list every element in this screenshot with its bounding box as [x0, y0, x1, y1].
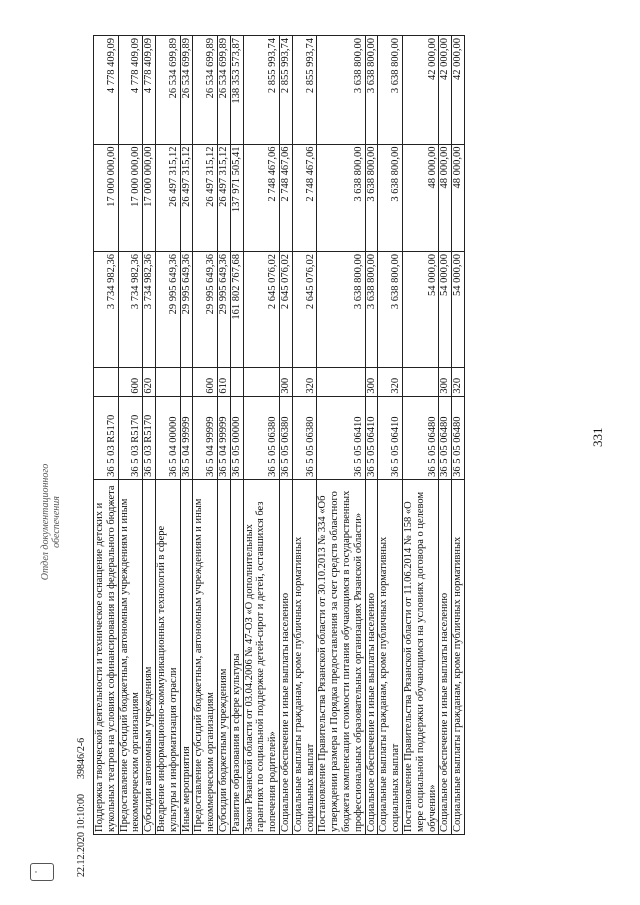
budget-table — [93, 35, 465, 835]
row-vr-cell — [230, 368, 243, 396]
row-name-cell: Социальное обеспечение и иные выплаты населению — [365, 479, 378, 834]
row-value-2023-cell: 26 534 699,89 — [180, 36, 193, 145]
table-row — [439, 36, 452, 835]
page-number: 331 — [590, 427, 605, 447]
row-name-cell: Субсидии автономным учреждениям — [143, 479, 156, 834]
table-row — [402, 36, 438, 835]
row-vr-cell — [317, 368, 365, 396]
row-name-cell: Социальные выплаты гражданам, кроме публичных нормативных социальных выплат — [292, 479, 317, 834]
row-value-2021-cell: 29 995 649,36 — [180, 251, 193, 367]
row-name-cell: Поддержка творческой деятельности и техническое оснащение детских и кукольных театров на условиях софинансирования из федерального бюджета — [94, 479, 119, 834]
table-row — [193, 36, 218, 835]
row-name-cell: Внедрение информационно-коммуникационных технологий в сфере культуры и информатизация отрасли — [155, 479, 180, 834]
row-name-cell: Предоставление субсидий бюджетным, автономным учреждениям и иным некоммерческим организациям — [118, 479, 143, 834]
row-value-2021-cell: 2 645 076,02 — [292, 251, 317, 367]
row-value-2022-cell: 48 000,00 — [452, 144, 465, 251]
row-value-2023-cell: 3 638 800,00 — [378, 36, 403, 145]
row-name-cell: Социальные выплаты гражданам, кроме публичных нормативных социальных выплат — [378, 479, 403, 834]
table-row — [217, 36, 230, 835]
row-value-2021-cell: 3 638 800,00 — [365, 251, 378, 367]
row-vr-cell: 320 — [292, 368, 317, 396]
row-value-2021-cell: 3 638 800,00 — [378, 251, 403, 367]
row-code-cell: 36 5 03 R5170 — [118, 396, 143, 479]
table-row — [365, 36, 378, 835]
row-value-2023-cell: 26 534 699,89 — [193, 36, 218, 145]
row-code-cell: 36 5 05 06410 — [378, 396, 403, 479]
row-code-cell: 36 5 05 06480 — [439, 396, 452, 479]
row-value-2023-cell: 42 000,00 — [452, 36, 465, 145]
row-value-2022-cell: 3 638 800,00 — [365, 144, 378, 251]
row-value-2021-cell: 161 802 767,68 — [230, 251, 243, 367]
row-value-2022-cell: 137 971 505,41 — [230, 144, 243, 251]
row-value-2021-cell: 54 000,00 — [402, 251, 438, 367]
row-value-2021-cell: 29 995 649,36 — [155, 251, 180, 367]
row-value-2022-cell: 17 000 000,00 — [118, 144, 143, 251]
row-value-2021-cell: 3 638 800,00 — [317, 251, 365, 367]
row-code-cell: 36 5 05 06480 — [452, 396, 465, 479]
row-vr-cell: 320 — [452, 368, 465, 396]
row-vr-cell: 620 — [143, 368, 156, 396]
row-value-2023-cell: 26 534 699,89 — [217, 36, 230, 145]
row-value-2023-cell: 2 855 993,74 — [243, 36, 279, 145]
row-value-2021-cell: 3 734 982,36 — [143, 251, 156, 367]
stamp-line-1: Отдел документационного — [40, 463, 51, 581]
row-value-2023-cell: 3 638 800,00 — [317, 36, 365, 145]
row-value-2023-cell: 4 778 409,09 — [94, 36, 119, 145]
table-row — [279, 36, 292, 835]
row-name-cell: Социальные выплаты гражданам, кроме публичных нормативных — [452, 479, 465, 834]
table-row — [180, 36, 193, 835]
row-name-cell: Развитие образования в сфере культуры — [230, 479, 243, 834]
row-vr-cell: 300 — [279, 368, 292, 396]
row-value-2023-cell: 2 855 993,74 — [292, 36, 317, 145]
row-value-2022-cell: 26 497 315,12 — [193, 144, 218, 251]
row-value-2021-cell: 54 000,00 — [452, 251, 465, 367]
row-code-cell: 36 5 05 06380 — [279, 396, 292, 479]
row-value-2021-cell: 3 734 982,36 — [94, 251, 119, 367]
row-name-cell: Предоставление субсидий бюджетным, автономным учреждениям и иным некоммерческим организациям — [193, 479, 218, 834]
table-row — [94, 36, 119, 835]
footer-date: 22.12.2020 10:10:00 — [76, 793, 87, 877]
row-vr-cell: 600 — [193, 368, 218, 396]
table-row — [317, 36, 365, 835]
table-row — [378, 36, 403, 835]
row-code-cell: 36 5 05 06410 — [317, 396, 365, 479]
row-value-2022-cell: 17 000 000,00 — [143, 144, 156, 251]
row-value-2021-cell: 54 000,00 — [439, 251, 452, 367]
row-value-2022-cell: 26 497 315,12 — [217, 144, 230, 251]
row-name-cell: Социальное обеспечение и иные выплаты населению — [279, 479, 292, 834]
row-vr-cell — [155, 368, 180, 396]
row-value-2022-cell: 2 748 467,06 — [243, 144, 279, 251]
row-value-2022-cell: 48 000,00 — [439, 144, 452, 251]
row-vr-cell — [402, 368, 438, 396]
scanner-logo: ▫ — [30, 863, 54, 881]
row-vr-cell: 300 — [365, 368, 378, 396]
row-vr-cell: 320 — [378, 368, 403, 396]
row-value-2022-cell: 48 000,00 — [402, 144, 438, 251]
row-value-2022-cell: 26 497 315,12 — [180, 144, 193, 251]
row-vr-cell: 610 — [217, 368, 230, 396]
row-code-cell: 36 5 03 R5170 — [94, 396, 119, 479]
table-row — [243, 36, 279, 835]
row-code-cell: 36 5 04 99999 — [193, 396, 218, 479]
table-row — [143, 36, 156, 835]
row-value-2021-cell: 29 995 649,36 — [193, 251, 218, 367]
row-name-cell: Социальное обеспечение и иные выплаты населению — [439, 479, 452, 834]
row-code-cell: 36 5 04 99999 — [180, 396, 193, 479]
row-name-cell: Постановление Правительства Рязанской области от 30.10.2013 № 334 «Об утверждении размера и Порядка предоставления за счет средств областного бюджета компенсации стоимости питания обучающимся в государственных профессиональных образовательных организациях Рязанской области» — [317, 479, 365, 834]
department-stamp — [40, 427, 62, 617]
row-vr-cell — [243, 368, 279, 396]
row-vr-cell: 300 — [439, 368, 452, 396]
row-value-2022-cell: 2 748 467,06 — [292, 144, 317, 251]
row-value-2022-cell: 26 497 315,12 — [155, 144, 180, 251]
row-name-cell: Закон Рязанской области от 03.04.2006 № 47-ОЗ «О дополнительных гарантиях по социальной поддержке детей-сирот и детей, оставшихся без попечения родителей» — [243, 479, 279, 834]
row-value-2023-cell: 3 638 800,00 — [365, 36, 378, 145]
row-value-2021-cell: 3 734 982,36 — [118, 251, 143, 367]
row-name-cell: Субсидии бюджетным учреждениям — [217, 479, 230, 834]
row-value-2023-cell: 42 000,00 — [402, 36, 438, 145]
footer — [76, 738, 87, 877]
table-row — [230, 36, 243, 835]
row-value-2021-cell: 2 645 076,02 — [243, 251, 279, 367]
row-value-2022-cell: 17 000 000,00 — [94, 144, 119, 251]
stamp-line-2: обеспечения — [51, 496, 62, 548]
row-name-cell: Постановление Правительства Рязанской области от 11.06.2014 № 158 «О мере социальной поддержки обучающимся на условиях договора о целевом обучении» — [402, 479, 438, 834]
row-value-2022-cell: 3 638 800,00 — [378, 144, 403, 251]
row-value-2022-cell: 2 748 467,06 — [279, 144, 292, 251]
row-value-2022-cell: 3 638 800,00 — [317, 144, 365, 251]
table-row — [118, 36, 143, 835]
row-code-cell: 36 5 04 99999 — [217, 396, 230, 479]
row-value-2021-cell: 29 995 649,36 — [217, 251, 230, 367]
table-row — [292, 36, 317, 835]
row-value-2023-cell: 138 353 573,87 — [230, 36, 243, 145]
row-value-2021-cell: 2 645 076,02 — [279, 251, 292, 367]
row-value-2023-cell: 4 778 409,09 — [118, 36, 143, 145]
row-code-cell: 36 5 05 06480 — [402, 396, 438, 479]
table-row — [452, 36, 465, 835]
row-value-2023-cell: 2 855 993,74 — [279, 36, 292, 145]
row-code-cell: 36 5 05 06380 — [292, 396, 317, 479]
row-code-cell: 36 5 05 06380 — [243, 396, 279, 479]
row-value-2023-cell: 4 778 409,09 — [143, 36, 156, 145]
row-value-2023-cell: 26 534 699,89 — [155, 36, 180, 145]
row-vr-cell: 600 — [118, 368, 143, 396]
table-row — [155, 36, 180, 835]
row-vr-cell — [180, 368, 193, 396]
row-code-cell: 36 5 03 R5170 — [143, 396, 156, 479]
row-code-cell: 36 5 05 00000 — [230, 396, 243, 479]
footer-doc-id: 39846/2-6 — [76, 737, 87, 779]
row-code-cell: 36 5 04 00000 — [155, 396, 180, 479]
row-value-2023-cell: 42 000,00 — [439, 36, 452, 145]
row-name-cell: Иные мероприятия — [180, 479, 193, 834]
row-vr-cell — [94, 368, 119, 396]
row-code-cell: 36 5 05 06410 — [365, 396, 378, 479]
